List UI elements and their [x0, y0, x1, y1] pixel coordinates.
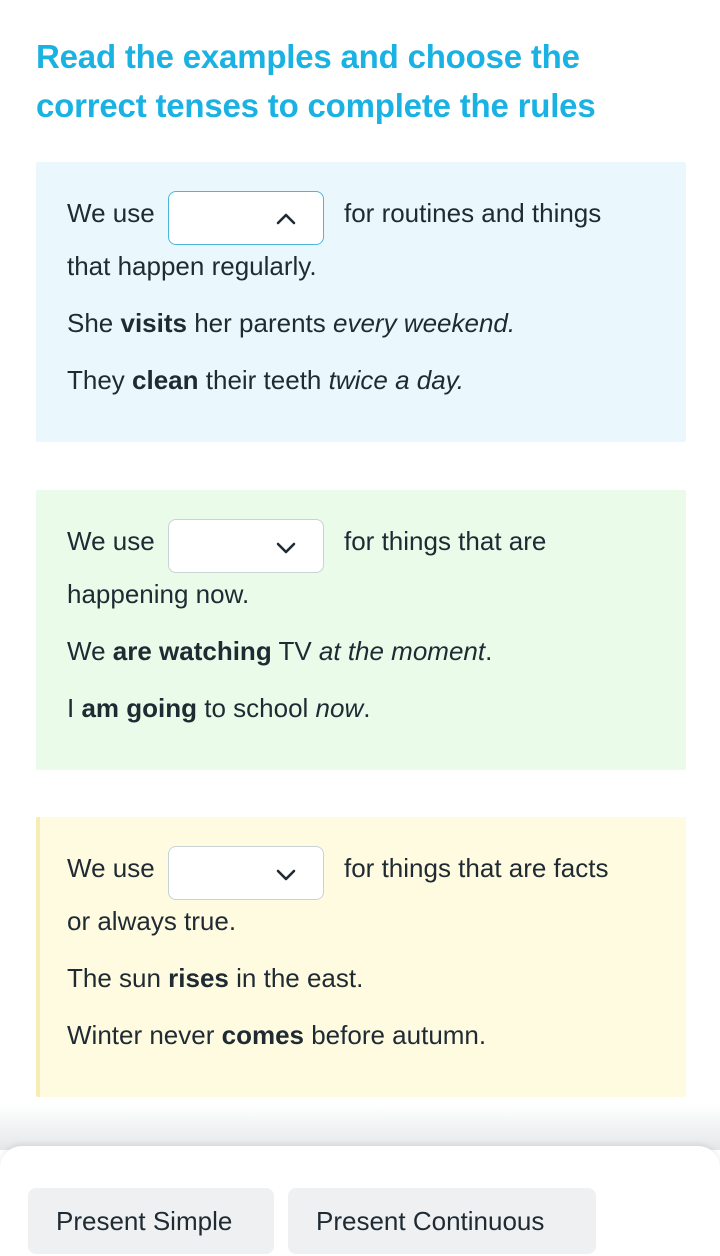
example-sentence	[67, 305, 656, 362]
example-verb: are watching	[112, 636, 272, 666]
rule-sentence	[67, 518, 656, 576]
chevron-up-icon	[273, 206, 299, 232]
example-sentence	[67, 633, 656, 690]
example-time-expression: now	[315, 693, 364, 723]
example-text: They	[67, 365, 133, 395]
rule-continuation: that happen regularly.	[67, 251, 317, 281]
example-text: before autumn.	[304, 1020, 487, 1050]
rule-card-routines	[36, 162, 686, 442]
rule-prefix: We use	[67, 198, 155, 228]
example-verb: clean	[132, 365, 199, 395]
chevron-down-icon	[273, 861, 299, 887]
scroll-shadow	[0, 1105, 720, 1150]
example-text: .	[485, 636, 493, 666]
option-present-continuous[interactable]: Present Continuous	[288, 1188, 596, 1254]
tense-dropdown[interactable]	[168, 519, 324, 573]
example-sentence	[67, 362, 656, 419]
example-text: in the east.	[228, 963, 364, 993]
rule-suffix: for things that are	[344, 526, 547, 556]
example-text: We	[67, 636, 113, 666]
example-text: to school	[197, 693, 316, 723]
example-sentence	[67, 690, 656, 747]
example-time-expression: every weekend.	[332, 308, 516, 338]
tense-dropdown[interactable]	[168, 846, 324, 900]
example-verb: am going	[81, 693, 198, 723]
example-time-expression: twice a day.	[328, 365, 464, 395]
chevron-down-icon	[273, 534, 299, 560]
option-present-simple[interactable]: Present Simple	[28, 1188, 274, 1254]
rule-continuation: happening now.	[67, 579, 250, 609]
example-text: The sun	[67, 963, 169, 993]
example-verb: visits	[120, 308, 187, 338]
rule-card-happening-now	[36, 490, 686, 770]
rule-suffix: for routines and things	[344, 198, 602, 228]
example-text: She	[67, 308, 121, 338]
rule-prefix: We use	[67, 853, 155, 883]
example-sentence	[67, 1017, 656, 1074]
example-verb: comes	[221, 1020, 304, 1050]
rule-continuation: or always true.	[67, 906, 237, 936]
example-verb: rises	[168, 963, 229, 993]
example-text: her parents	[187, 308, 333, 338]
rule-sentence	[67, 190, 656, 248]
example-text: I	[67, 693, 82, 723]
rule-sentence	[67, 845, 656, 903]
page-title: Read the examples and choose the correct tenses to complete the rules	[36, 38, 596, 124]
example-text: .	[363, 693, 371, 723]
example-text: their teeth	[198, 365, 329, 395]
tense-dropdown-open[interactable]	[168, 191, 324, 245]
answer-options-panel	[0, 1146, 720, 1256]
example-text: TV	[271, 636, 319, 666]
rule-suffix: for things that are facts	[344, 853, 609, 883]
example-text: Winter never	[67, 1020, 222, 1050]
example-sentence	[67, 960, 656, 1017]
example-time-expression: at the moment	[318, 636, 486, 666]
rule-card-facts	[36, 817, 686, 1097]
rule-prefix: We use	[67, 526, 155, 556]
